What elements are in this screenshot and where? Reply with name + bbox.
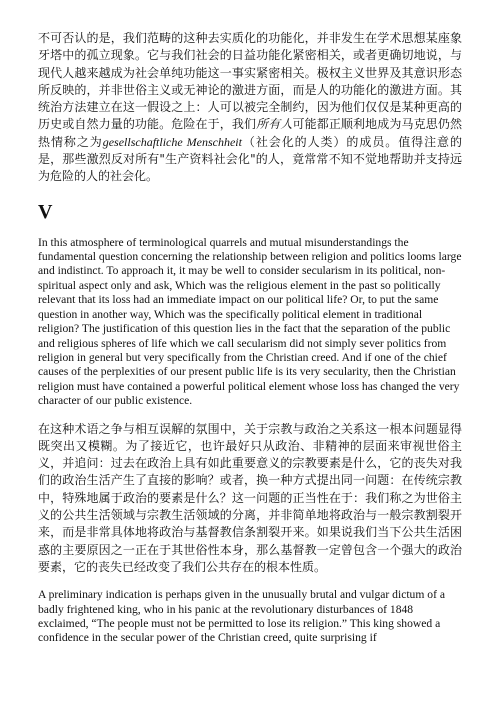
zh-para-1-text-c: （社会化的人类）的成员。值得注意的是，那些激烈反对所有"生产资料社会化"的人，竟常常不知不觉地帮助并支持远为危险的人的社会化。: [38, 134, 462, 184]
zh-para-1-italic-term: gesellschaftliche Menschheit: [102, 134, 242, 149]
zh-para-1-text-a: 不可否认的是，我们范畴的这种去实质化的功能化，并非发生在学术思想某座象牙塔中的孤立现象。它与我们社会的日益功能化紧密相关，或者更确切地说，与现代人越来越成为社会单纯功能这一事实紧密相关。极权主义世界及其意识形态所反映的，并非世俗主义或无神论的激进方面，而是人的功能化的激进方面。其统治方法建立在这一假设之上：人可以被完全制约，因为他们仅仅是某种更高的历史或自然力量的功能。危险在于，我们: [38, 31, 462, 132]
zh-para-1-text-b: 可能都正顺利地成为马克思仍然热情称之为: [38, 117, 462, 149]
document-page: [38, 30, 462, 646]
chinese-paragraph-2: 在这种术语之争与相互误解的氛围中，关于宗教与政治之关系这一根本问题显得既突出又模糊。为了接近它，也许最好只从政治、非精神的层面来审视世俗主义，并追问：过去在政治上具有如此重要意义的宗教要素是什么，它的丧失对我们的政治生活产生了直接的影响？或者，换一种方式提出同一问题：在传统宗教中，特殊地属于政治的要素是什么？这一问题的正当性在于：我们称之为世俗主义的公共生活领域与宗教生活领域的分离，并非简单地将政治与一般宗教割裂开来，而是非常具体地将政治与基督教信条割裂开来。如果说我们当下公共生活困惑的主要原因之一正在于其世俗性本身，那么基督教一定曾包含一个强大的政治要素，它的丧失已经改变了我们公共存在的根本性质。: [38, 421, 462, 574]
english-paragraph-1: In this atmosphere of terminological quarrels and mutual misunderstandings the fundamental question concerning the relationship between religion and politics looms large and indistinct. To approach it, it may be well to consider secularism in its political, non-spiritual aspect only and ask, Which was the religious element in the past so politically relevant that its loss had an immediate impact on our political life? Or, to put the same question in another way, Which was the specifically political element in traditional religion? The justification of this question lies in the fact that the separation of the public and religious spheres of life which we call secularism did not simply sever politics from religion in general but very specifically from the Christian creed. And if one of the chief causes of the perplexities of our present public life is its very secularity, then the Christian religion must have contained a powerful political element whose loss has changed the very character of our public existence.: [38, 235, 462, 408]
english-paragraph-2: A preliminary indication is perhaps given in the unusually brutal and vulgar dictum of a badly frightened king, who in his panic at the revolutionary disturbances of 1848 exclaimed, “The people must not be permitted to lose its religion.” This king showed a confidence in the secular power of the Christian creed, quite surprising if: [38, 588, 445, 645]
zh-para-1-italic-all-of-us: 所有人: [256, 117, 293, 132]
chinese-paragraph-1: [38, 30, 462, 186]
section-heading: V: [38, 200, 53, 223]
